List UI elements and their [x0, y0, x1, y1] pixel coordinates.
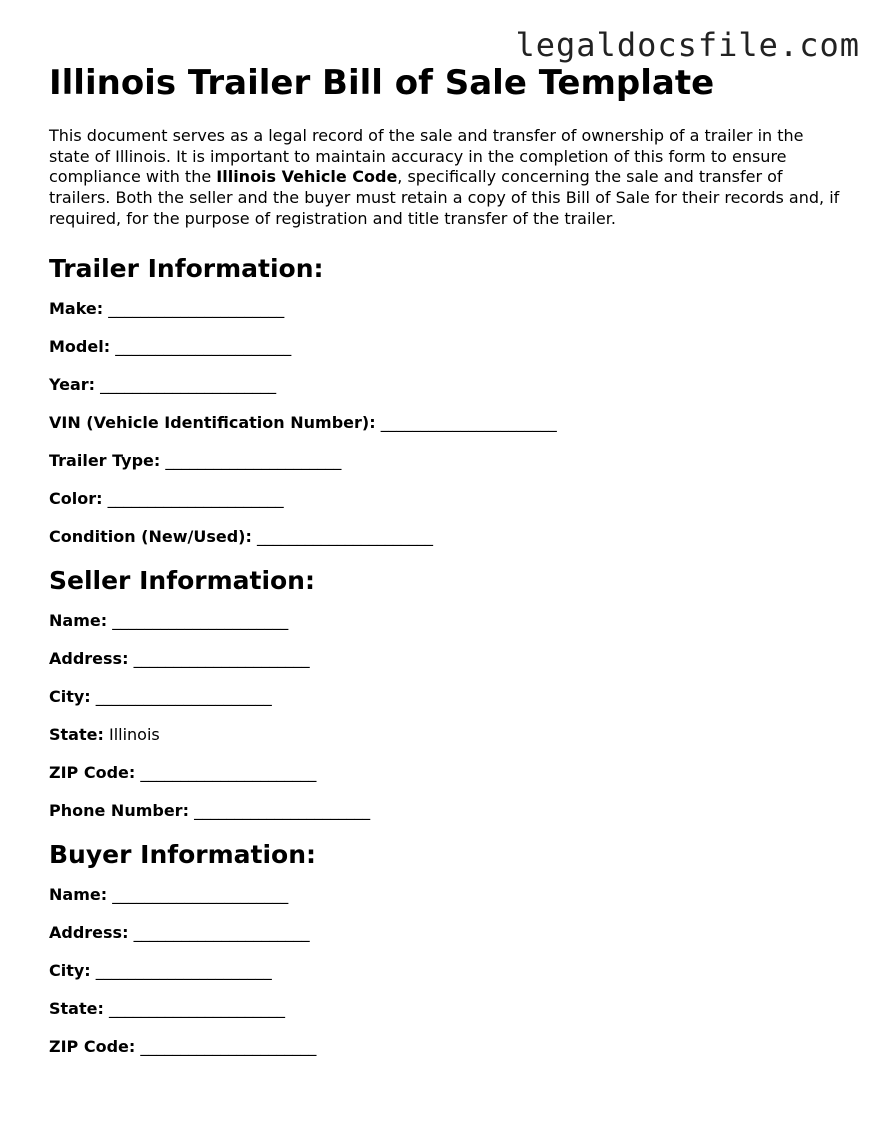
field-label: State: — [49, 998, 104, 1018]
field-value[interactable]: ______________________ — [133, 922, 310, 942]
buyer-state-field[interactable] — [49, 998, 849, 1020]
field-value[interactable]: ______________________ — [140, 762, 317, 782]
intro-text-before: This document serves as a legal record of the sale and transfer of ownership of a trailer in the state of Illinois. It is important to maintain accuracy in the completion of this form to ensure compliance with the — [49, 126, 804, 187]
watermark-text: legaldocsfile.com — [515, 26, 860, 64]
trailer-section-heading: Trailer Information: — [49, 253, 324, 283]
field-value[interactable]: ______________________ — [115, 336, 292, 356]
field-value: Illinois — [108, 724, 160, 744]
field-label: Trailer Type: — [49, 450, 161, 470]
trailer-condition-field[interactable] — [49, 526, 849, 548]
field-label: Name: — [49, 610, 108, 630]
field-value[interactable]: ______________________ — [108, 998, 285, 1018]
field-label: City: — [49, 686, 91, 706]
seller-phone-field[interactable] — [49, 800, 849, 822]
field-label: Make: — [49, 298, 104, 318]
field-value[interactable]: ______________________ — [256, 526, 433, 546]
seller-address-field[interactable] — [49, 648, 849, 670]
trailer-year-field[interactable] — [49, 374, 849, 396]
intro-bold-code: Illinois Vehicle Code — [216, 167, 398, 187]
seller-section-heading: Seller Information: — [49, 565, 315, 595]
field-label: Condition (New/Used): — [49, 526, 252, 546]
field-label: ZIP Code: — [49, 762, 136, 782]
field-label: City: — [49, 960, 91, 980]
field-label: Address: — [49, 648, 129, 668]
field-label: Address: — [49, 922, 129, 942]
field-value[interactable]: ______________________ — [380, 412, 557, 432]
field-label: Year: — [49, 374, 96, 394]
field-value[interactable]: ______________________ — [194, 800, 371, 820]
seller-city-field[interactable] — [49, 686, 849, 708]
field-label: Model: — [49, 336, 111, 356]
buyer-zip-field[interactable] — [49, 1036, 849, 1058]
buyer-name-field[interactable] — [49, 884, 849, 906]
field-value[interactable]: ______________________ — [108, 298, 285, 318]
field-value[interactable]: ______________________ — [95, 686, 272, 706]
field-value[interactable]: ______________________ — [95, 960, 272, 980]
field-label: Color: — [49, 488, 103, 508]
trailer-section — [49, 252, 849, 548]
field-value[interactable]: ______________________ — [100, 374, 277, 394]
field-value[interactable]: ______________________ — [107, 488, 284, 508]
document-page — [49, 60, 849, 1074]
field-value[interactable]: ______________________ — [140, 1036, 317, 1056]
buyer-section-heading: Buyer Information: — [49, 839, 317, 869]
trailer-make-field[interactable] — [49, 298, 849, 320]
page-title: Illinois Trailer Bill of Sale Template — [49, 63, 715, 103]
field-value[interactable]: ______________________ — [133, 648, 310, 668]
field-value[interactable]: ______________________ — [165, 450, 342, 470]
trailer-type-field[interactable] — [49, 450, 849, 472]
buyer-city-field[interactable] — [49, 960, 849, 982]
field-label: Name: — [49, 884, 108, 904]
intro-text-after: , specifically concerning the sale and transfer of trailers. Both the seller and the buyer must retain a copy of this Bill of Sale for their records and, if required, for the purpose of registration and title transfer of the trailer. — [49, 167, 840, 228]
field-label: Phone Number: — [49, 800, 189, 820]
seller-zip-field[interactable] — [49, 762, 849, 784]
intro-paragraph — [49, 126, 849, 230]
seller-name-field[interactable] — [49, 610, 849, 632]
field-label: State: — [49, 724, 104, 744]
trailer-model-field[interactable] — [49, 336, 849, 358]
field-value[interactable]: ______________________ — [112, 610, 289, 630]
trailer-vin-field[interactable] — [49, 412, 849, 434]
seller-section — [49, 564, 849, 822]
seller-state-field — [49, 724, 849, 746]
field-value[interactable]: ______________________ — [112, 884, 289, 904]
buyer-section — [49, 838, 849, 1058]
field-label: VIN (Vehicle Identification Number): — [49, 412, 376, 432]
field-label: ZIP Code: — [49, 1036, 136, 1056]
trailer-color-field[interactable] — [49, 488, 849, 510]
buyer-address-field[interactable] — [49, 922, 849, 944]
